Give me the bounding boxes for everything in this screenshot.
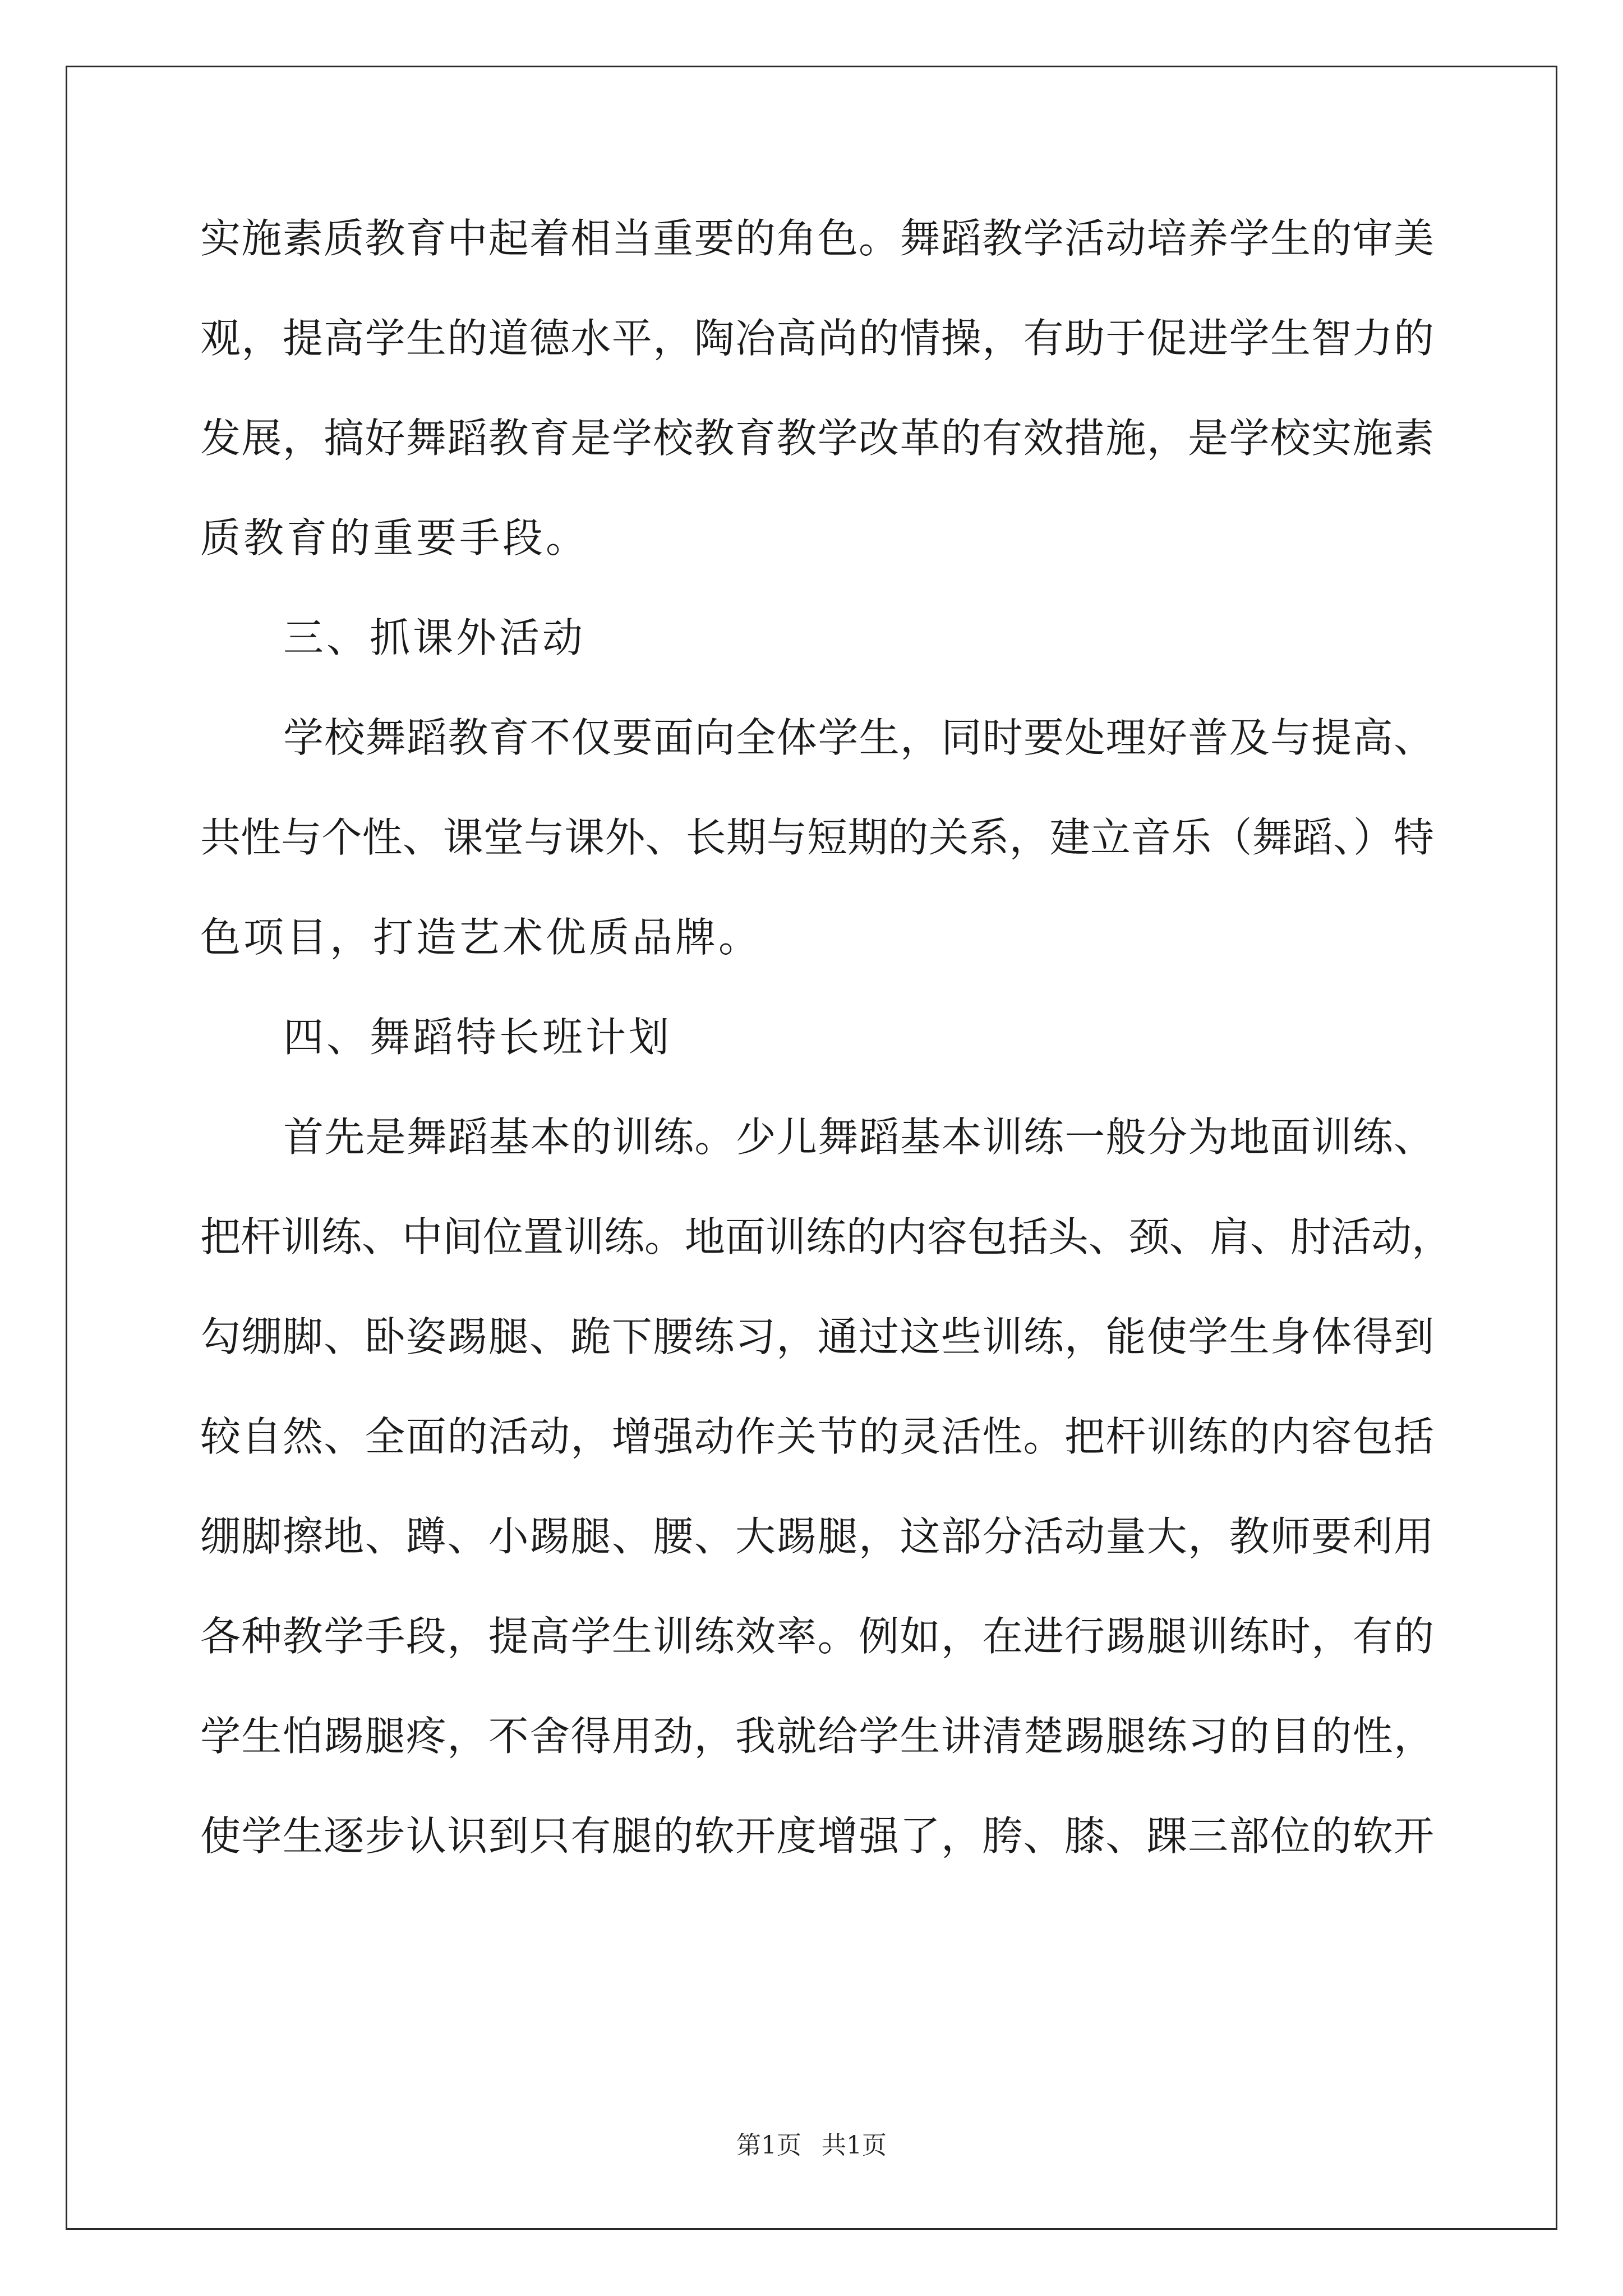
page-footer xyxy=(0,2129,1623,2162)
body-line: 色项目，打造艺术优质品牌。 xyxy=(200,914,762,961)
section-heading: 三、抓课外活动 xyxy=(283,614,586,661)
body-line: 使学生逐步认识到只有腿的软开度增强了，胯、膝、踝三部位的软开 xyxy=(200,1812,1434,1860)
body-line: 学校舞蹈教育不仅要面向全体学生，同时要处理好普及与提高、 xyxy=(283,714,1434,761)
body-line: 各种教学手段，提高学生训练效率。例如，在进行踢腿训练时，有的 xyxy=(200,1613,1434,1660)
body-line: 发展，搞好舞蹈教育是学校教育教学改革的有效措施，是学校实施素 xyxy=(200,415,1434,462)
body-line: 把杆训练、中间位置训练。地面训练的内容包括头、颈、肩、肘活动， xyxy=(200,1213,1453,1260)
section-heading: 四、舞蹈特长班计划 xyxy=(283,1014,672,1061)
body-line: 实施素质教育中起着相当重要的角色。舞蹈教学活动培养学生的审美 xyxy=(200,215,1434,262)
body-line: 学生怕踢腿疼，不舍得用劲，我就给学生讲清楚踢腿练习的目的性， xyxy=(200,1713,1434,1760)
body-line: 质教育的重要手段。 xyxy=(200,514,589,562)
body-line: 绷脚擦地、蹲、小踢腿、腰、大踢腿，这部分活动量大，教师要利用 xyxy=(200,1513,1434,1560)
body-line: 勾绷脚、卧姿踢腿、跪下腰练习，通过这些训练，能使学生身体得到 xyxy=(200,1313,1434,1360)
page-total: 共1页 xyxy=(822,2131,887,2160)
body-line: 共性与个性、课堂与课外、长期与短期的关系，建立音乐（舞蹈、）特 xyxy=(200,814,1434,861)
body-line: 较自然、全面的活动，增强动作关节的灵活性。把杆训练的内容包括 xyxy=(200,1413,1434,1460)
page-number: 第1页 xyxy=(736,2131,801,2160)
body-line: 观，提高学生的道德水平，陶冶高尚的情操，有助于促进学生智力的 xyxy=(200,315,1434,362)
body-line: 首先是舞蹈基本的训练。少儿舞蹈基本训练一般分为地面训练、 xyxy=(283,1114,1434,1161)
